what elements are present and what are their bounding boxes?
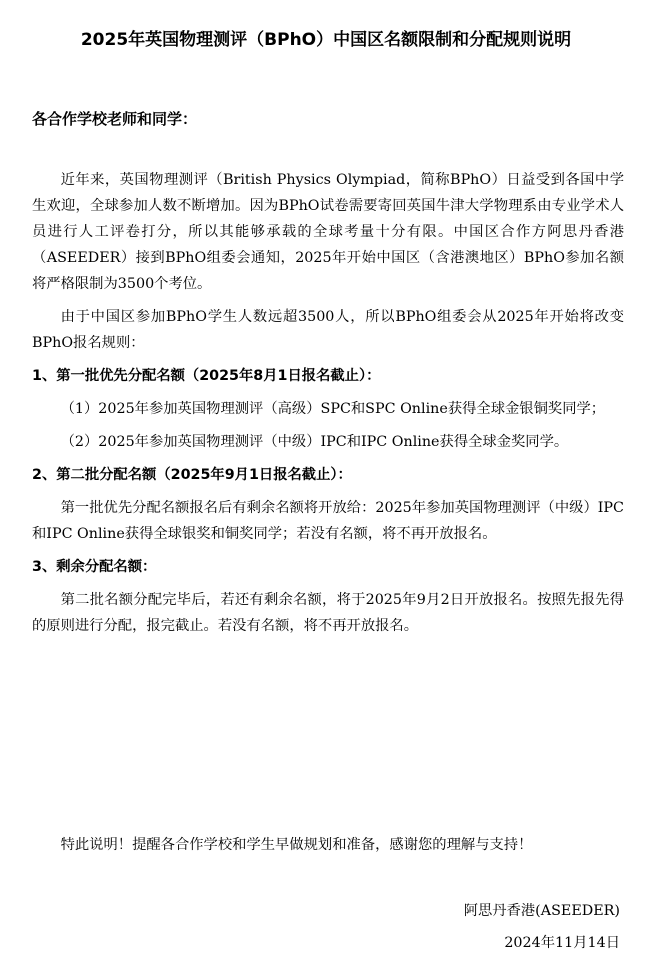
document-body	[32, 167, 624, 646]
first-batch-item-2: （2）2025年参加英国物理测评（中级）IPC和IPC Online获得全球金奖同学。	[60, 434, 569, 450]
second-batch-item-1: 第一批优先分配名额报名后有剩余名额将开放给：2025年参加英国物理测评（中级）IPC和IPC Online获得全球银奖和铜奖同学；若没有名额，将不再开放报名。	[32, 500, 624, 542]
section-heading-remaining: 3、剩余分配名额：	[32, 559, 157, 575]
section-heading-first-batch: 1、第一批优先分配名额（2025年8月1日报名截止）：	[32, 368, 381, 384]
section-heading-second-batch: 2、第二批分配名额（2025年9月1日报名截止）：	[32, 467, 352, 483]
rule-change-paragraph: 由于中国区参加BPhO学生人数远超3500人，所以BPhO组委会从2025年开始将改变BPhO报名规则：	[32, 309, 624, 351]
signature-date: 2024年11月14日	[504, 935, 620, 951]
first-batch-item-1: （1）2025年参加英国物理测评（高级）SPC和SPC Online获得全球金银铜奖同学；	[60, 401, 606, 417]
document-title: 2025年英国物理测评（BPhO）中国区名额限制和分配规则说明	[80, 30, 572, 50]
signature-organization: 阿思丹香港(ASEEDER)	[463, 903, 620, 919]
closing-remark: 特此说明！提醒各合作学校和学生早做规划和准备，感谢您的理解与支持！	[60, 837, 533, 853]
salutation: 各合作学校老师和同学：	[32, 110, 198, 128]
remaining-item-1: 第二批名额分配完毕后，若还有剩余名额，将于2025年9月2日开放报名。按照先报先得的原则进行分配，报完截止。若没有名额，将不再开放报名。	[32, 592, 624, 634]
intro-paragraph: 近年来，英国物理测评（British Physics Olympiad，简称BPhO）日益受到各国中学生欢迎，全球参加人数不断增加。因为BPhO试卷需要寄回英国牛津大学物理系由专业学术人员进行人工评卷打分，所以其能够承载的全球考量十分有限。中国区合作方阿思丹香港（ASEEDER）接到BPhO组委会通知，2025年开始中国区（含港澳地区）BPhO参加名额将严格限制为3500个考位。	[32, 172, 624, 292]
